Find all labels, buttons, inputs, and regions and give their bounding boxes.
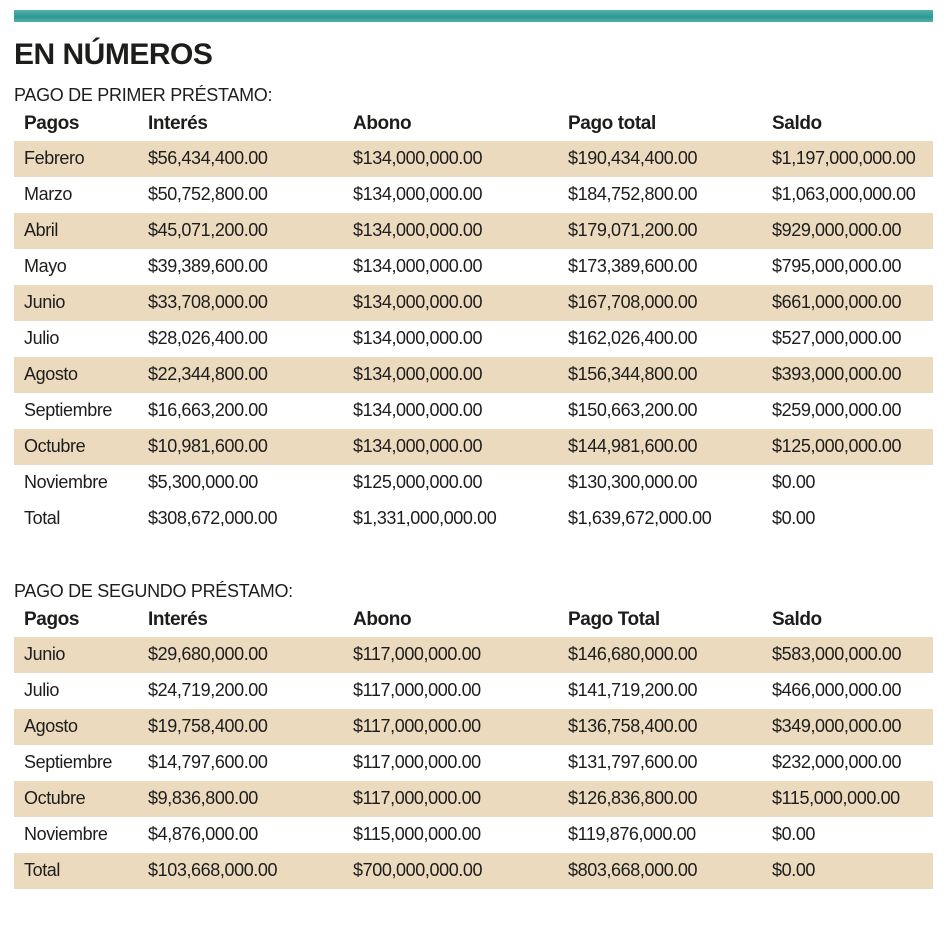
value-cell: $134,000,000.00 <box>353 328 483 348</box>
page-title: EN NÚMEROS <box>14 38 213 71</box>
value-cell: $134,000,000.00 <box>353 292 483 312</box>
value-cell: $117,000,000.00 <box>353 644 481 664</box>
table-row <box>14 213 933 249</box>
value-cell: $115,000,000.00 <box>772 788 900 808</box>
row-label-cell: Total <box>24 508 61 528</box>
value-cell: $4,876,000.00 <box>148 824 258 844</box>
value-cell: $0.00 <box>772 824 816 844</box>
second-loan-section <box>14 581 933 889</box>
first-loan-section <box>14 85 933 537</box>
value-cell: $141,719,200.00 <box>568 680 698 700</box>
row-label-cell: Noviembre <box>24 824 108 844</box>
row-label-cell: Agosto <box>24 716 78 736</box>
value-cell: $150,663,200.00 <box>568 400 698 420</box>
table-row <box>14 817 933 853</box>
value-cell: $1,197,000,000.00 <box>772 148 916 168</box>
value-cell: $308,672,000.00 <box>148 508 278 528</box>
row-label-cell: Septiembre <box>24 400 113 420</box>
value-cell: $1,063,000,000.00 <box>772 184 916 204</box>
value-cell: $56,434,400.00 <box>148 148 268 168</box>
value-cell: $117,000,000.00 <box>353 716 481 736</box>
second-loan-table <box>14 604 933 889</box>
table-row <box>14 781 933 817</box>
table-caption: PAGO DE PRIMER PRÉSTAMO: <box>14 84 273 105</box>
value-cell: $119,876,000.00 <box>568 824 696 844</box>
value-cell: $39,389,600.00 <box>148 256 268 276</box>
value-cell: $803,668,000.00 <box>568 860 698 880</box>
table-row <box>14 745 933 781</box>
value-cell: $125,000,000.00 <box>772 436 902 456</box>
value-cell: $28,026,400.00 <box>148 328 268 348</box>
row-label-cell: Septiembre <box>24 752 113 772</box>
first-loan-table <box>14 108 933 537</box>
row-label-cell: Marzo <box>24 184 73 204</box>
row-label-cell: Febrero <box>24 148 85 168</box>
value-cell: $115,000,000.00 <box>353 824 481 844</box>
value-cell: $136,758,400.00 <box>568 716 698 736</box>
header-row <box>14 604 933 637</box>
value-cell: $929,000,000.00 <box>772 220 902 240</box>
value-cell: $134,000,000.00 <box>353 364 483 384</box>
column-header: Interés <box>148 113 208 134</box>
table-row <box>14 321 933 357</box>
value-cell: $0.00 <box>772 508 816 528</box>
value-cell: $0.00 <box>772 860 816 880</box>
row-label-cell: Noviembre <box>24 472 108 492</box>
value-cell: $184,752,800.00 <box>568 184 698 204</box>
table-row <box>14 249 933 285</box>
value-cell: $661,000,000.00 <box>772 292 902 312</box>
value-cell: $583,000,000.00 <box>772 644 902 664</box>
row-label-cell: Octubre <box>24 788 86 808</box>
table-row <box>14 429 933 465</box>
table-row <box>14 637 933 673</box>
row-label-cell: Mayo <box>24 256 67 276</box>
value-cell: $146,680,000.00 <box>568 644 698 664</box>
value-cell: $167,708,000.00 <box>568 292 698 312</box>
value-cell: $134,000,000.00 <box>353 220 483 240</box>
accent-bar <box>14 10 933 22</box>
value-cell: $0.00 <box>772 472 816 492</box>
value-cell: $33,708,000.00 <box>148 292 268 312</box>
table-row <box>14 141 933 177</box>
row-label-cell: Octubre <box>24 436 86 456</box>
column-header: Interés <box>148 609 208 630</box>
value-cell: $700,000,000.00 <box>353 860 483 880</box>
value-cell: $1,639,672,000.00 <box>568 508 712 528</box>
value-cell: $134,000,000.00 <box>353 400 483 420</box>
value-cell: $19,758,400.00 <box>148 716 268 736</box>
value-cell: $9,836,800.00 <box>148 788 258 808</box>
column-header: Pago Total <box>568 609 660 630</box>
column-header: Pagos <box>24 609 80 630</box>
value-cell: $5,300,000.00 <box>148 472 258 492</box>
value-cell: $190,434,400.00 <box>568 148 698 168</box>
table-row <box>14 709 933 745</box>
row-label-cell: Julio <box>24 680 60 700</box>
value-cell: $527,000,000.00 <box>772 328 902 348</box>
value-cell: $29,680,000.00 <box>148 644 268 664</box>
value-cell: $22,344,800.00 <box>148 364 268 384</box>
row-label-cell: Abril <box>24 220 59 240</box>
value-cell: $103,668,000.00 <box>148 860 278 880</box>
value-cell: $117,000,000.00 <box>353 752 481 772</box>
value-cell: $179,071,200.00 <box>568 220 698 240</box>
value-cell: $134,000,000.00 <box>353 436 483 456</box>
value-cell: $50,752,800.00 <box>148 184 268 204</box>
value-cell: $232,000,000.00 <box>772 752 902 772</box>
value-cell: $259,000,000.00 <box>772 400 902 420</box>
value-cell: $16,663,200.00 <box>148 400 268 420</box>
table-row <box>14 177 933 213</box>
column-header: Pago total <box>568 113 656 134</box>
value-cell: $393,000,000.00 <box>772 364 902 384</box>
value-cell: $117,000,000.00 <box>353 788 481 808</box>
value-cell: $795,000,000.00 <box>772 256 902 276</box>
value-cell: $349,000,000.00 <box>772 716 902 736</box>
value-cell: $144,981,600.00 <box>568 436 698 456</box>
value-cell: $130,300,000.00 <box>568 472 698 492</box>
row-label-cell: Julio <box>24 328 60 348</box>
value-cell: $1,331,000,000.00 <box>353 508 497 528</box>
column-header: Pagos <box>24 113 80 134</box>
value-cell: $14,797,600.00 <box>148 752 268 772</box>
table-row <box>14 357 933 393</box>
table-row <box>14 465 933 501</box>
column-header: Abono <box>353 609 412 630</box>
table-row <box>14 673 933 709</box>
row-label-cell: Junio <box>24 644 66 664</box>
row-label-cell: Agosto <box>24 364 78 384</box>
header-row <box>14 108 933 141</box>
table-row <box>14 853 933 889</box>
infographic <box>14 10 933 889</box>
row-label-cell: Total <box>24 860 61 880</box>
value-cell: $134,000,000.00 <box>353 256 483 276</box>
table-row <box>14 285 933 321</box>
value-cell: $117,000,000.00 <box>353 680 481 700</box>
value-cell: $134,000,000.00 <box>353 148 483 168</box>
value-cell: $162,026,400.00 <box>568 328 698 348</box>
value-cell: $466,000,000.00 <box>772 680 902 700</box>
column-header: Abono <box>353 113 412 134</box>
column-header: Saldo <box>772 113 822 134</box>
value-cell: $126,836,800.00 <box>568 788 698 808</box>
table-row <box>14 501 933 537</box>
table-row <box>14 393 933 429</box>
table-caption: PAGO DE SEGUNDO PRÉSTAMO: <box>14 580 293 601</box>
column-header: Saldo <box>772 609 822 630</box>
value-cell: $45,071,200.00 <box>148 220 268 240</box>
value-cell: $10,981,600.00 <box>148 436 268 456</box>
value-cell: $134,000,000.00 <box>353 184 483 204</box>
value-cell: $24,719,200.00 <box>148 680 268 700</box>
value-cell: $156,344,800.00 <box>568 364 698 384</box>
value-cell: $173,389,600.00 <box>568 256 698 276</box>
value-cell: $125,000,000.00 <box>353 472 483 492</box>
value-cell: $131,797,600.00 <box>568 752 698 772</box>
row-label-cell: Junio <box>24 292 66 312</box>
